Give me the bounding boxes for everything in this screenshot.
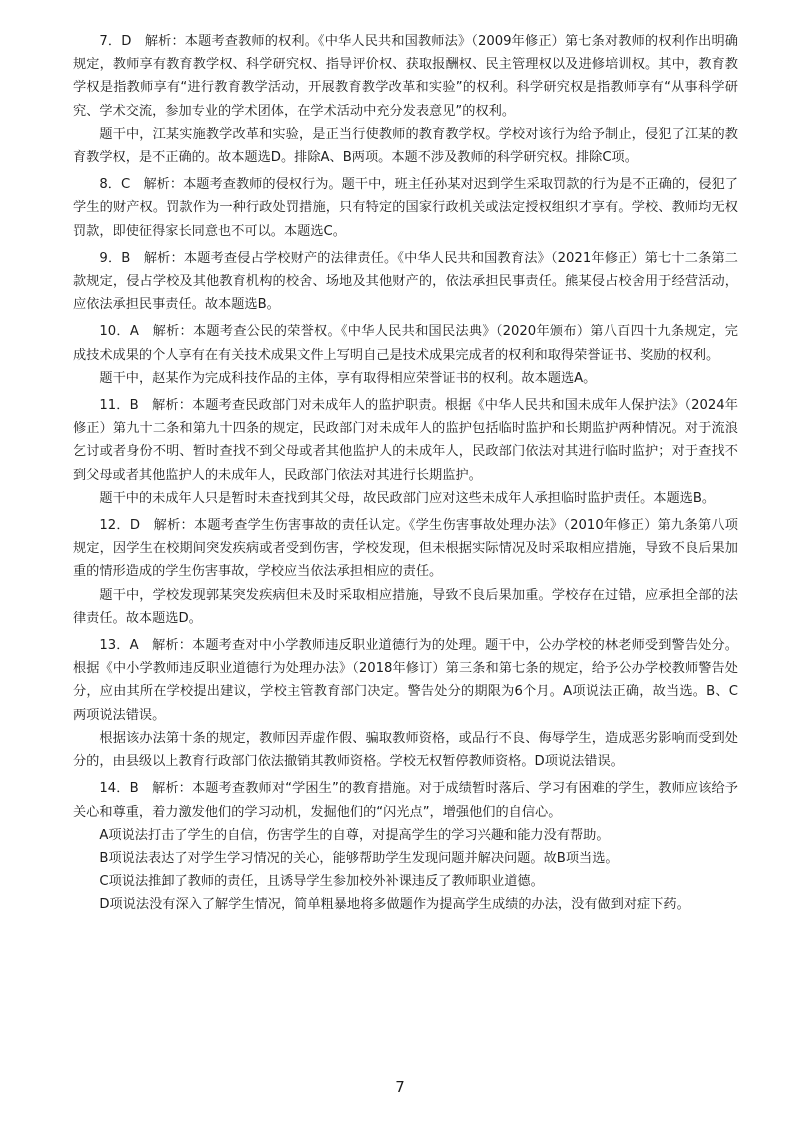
- paragraph-q10: 10．A 解析：本题考查公民的荣誉权。《中华人民共和国民法典》（2020年颁布）第八百四十九条规定，完成技术成果的个人享有在有关技术成果文件上写明自己是技术成果完成者的权利和取得荣誉证书、奖励的权利。: [73, 324, 738, 363]
- paragraph-q7-analysis: 题干中，江某实施教学改革和实验，是正当行使教师的教育教学权。学校对该行为给予制止，侵犯了江某的教育教学权，是不正确的。故本题选D。排除A、B两项。本题不涉及教师的科学研究权。排除C项。: [73, 126, 738, 166]
- paragraph-q9: 9．B 解析：本题考查侵占学校财产的法律责任。《中华人民共和国教育法》（2021年修正）第七十二条第二款规定，侵占学校及其他教育机构的校舍、场地及其他财产的，依法承担民事责任。熊某侵占校舍用于经营活动，应依法承担民事责任。故本题选B。: [73, 250, 738, 313]
- paragraph-q7: 7．D 解析：本题考查教师的权利。《中华人民共和国教师法》（2009年修正）第七条对教师的权利作出明确规定，教师享有教育教学权、科学研究权、指导评价权、获取报酬权、民主管理权以及进修培训权。其中，教育教学权是指教师享有“进行教育教学活动，开展教育教学改革和实验”的权利。科学研究权是指教师享有“从事科学研究、学术交流，参加专业的学术团体，在学术活动中充分发表意见”的权利。: [73, 34, 738, 119]
- paragraph-q10-analysis: 题干中，赵某作为完成科技作品的主体，享有取得相应荣誉证书的权利。故本题选A。: [99, 370, 597, 386]
- page-number: 7: [395, 1078, 405, 1096]
- paragraph-q11-analysis: 题干中的未成年人只是暂时未查找到其父母，故民政部门应对这些未成年人承担临时监护责任。本题选B。: [99, 490, 716, 506]
- paragraph-q14-option-d: D项说法没有深入了解学生情况，简单粗暴地将多做题作为提高学生成绩的办法，没有做到对症下药。: [99, 897, 690, 913]
- paragraph-q11: 11．B 解析：本题考查民政部门对未成年人的监护职责。根据《中华人民共和国未成年人保护法》（2024年修正）第九十二条和第九十四条的规定，民政部门对未成年人的监护包括临时监护和长期监护两种情况。对于流浪乞讨或者身份不明、暂时查找不到父母或者其他监护人的未成年人，民政部门依法对其进行临时监护；对于查找不到父母或者其他监护人的未成年人，民政部门依法对其进行长期监护。: [73, 398, 738, 483]
- answer-explanations: [73, 30, 738, 921]
- paragraph-q12: 12．D 解析：本题考查学生伤害事故的责任认定。《学生伤害事故处理办法》（2010年修正）第九条第八项规定，因学生在校期间突发疾病或者受到伤害，学校发现，但未根据实际情况及时采取相应措施，导致不良后果加重的情形造成的学生伤害事故，学校应当依法承担相应的责任。: [73, 518, 738, 580]
- paragraph-q14: 14．B 解析：本题考查教师对“学困生”的教育措施。对于成绩暂时落后、学习有困难的学生，教师应该给予关心和尊重，着力激发他们的学习动机，发掘他们的“闪光点”，增强他们的自信心。: [73, 781, 738, 820]
- paragraph-q8: 8．C 解析：本题考查教师的侵权行为。题干中，班主任孙某对迟到学生采取罚款的行为是不正确的，侵犯了学生的财产权。罚款作为一种行政处罚措施，只有特定的国家行政机关或法定授权组织才享有。学校、教师均无权罚款，即使征得家长同意也不可以。本题选C。: [73, 177, 738, 239]
- paragraph-q12-analysis: 题干中，学校发现郭某突发疾病但未及时采取相应措施，导致不良后果加重。学校存在过错，应承担全部的法律责任。故本题选D。: [73, 587, 738, 626]
- paragraph-q13-analysis: 根据该办法第十条的规定，教师因弄虚作假、骗取教师资格，或品行不良、侮辱学生，造成恶劣影响而受到处分的，由县级以上教育行政部门依法撤销其教师资格。学校无权暂停教师资格。D项说法错误。: [73, 730, 738, 770]
- paragraph-q14-option-c: C项说法推卸了教师的责任，且诱导学生参加校外补课违反了教师职业道德。: [99, 874, 544, 890]
- paragraph-q14-option-a: A项说法打击了学生的自信，伤害学生的自尊，对提高学生的学习兴趣和能力没有帮助。: [99, 827, 610, 843]
- paragraph-q14-option-b: B项说法表达了对学生学习情况的关心，能够帮助学生发现问题并解决问题。故B项当选。: [99, 850, 619, 866]
- paragraph-q13: 13．A 解析：本题考查对中小学教师违反职业道德行为的处理。题干中，公办学校的林老师受到警告处分。根据《中小学教师违反职业道德行为处理办法》（2018年修订）第三条和第七条的规定，给予公办学校教师警告处分，应由其所在学校提出建议，学校主管教育部门决定。警告处分的期限为6个月。A项说法正确，故当选。B、C两项说法错误。: [73, 638, 738, 723]
